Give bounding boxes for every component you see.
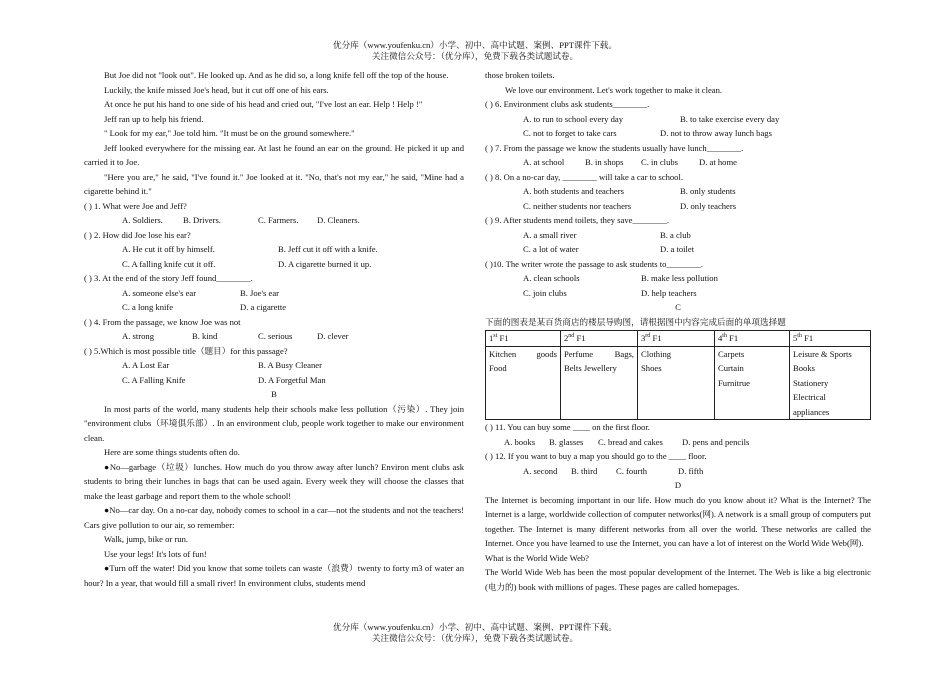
question-3-options xyxy=(84,286,464,301)
floor-cell: Carpets Curtain Furnitrue xyxy=(715,346,790,420)
option[interactable]: A. someone else's ear xyxy=(122,287,197,298)
option[interactable]: A. at school xyxy=(523,157,565,167)
section-c-heading: C xyxy=(675,302,681,312)
floor-cell: Clothing Shoes xyxy=(638,346,715,420)
option[interactable]: B. A Busy Cleaner xyxy=(258,360,322,370)
option[interactable]: C. a long knife xyxy=(122,302,174,312)
option[interactable]: B. Joe's ear xyxy=(240,287,280,298)
question-1-stem: ( ) 1. What were Joe and Jeff? xyxy=(84,200,187,211)
passage-b-continued: those broken toilets. xyxy=(485,70,555,80)
header-line-1: 优分库（www.youfenku.cn）小学、初中、高中试题、案例、PPT课件下载。 xyxy=(333,40,617,50)
question-10-options xyxy=(485,286,871,301)
option[interactable]: C. bread and cakes xyxy=(598,436,663,447)
option[interactable]: A. clean schools xyxy=(523,273,580,283)
right-column xyxy=(485,68,871,594)
option[interactable]: B. a club xyxy=(660,229,691,240)
table-header-row xyxy=(486,331,871,347)
passage-b-paragraph: In most parts of the world, many students help their schools make less pollution（污染）. They join "environment clubs（环境俱乐部）. In an environment club, people work together to make our environment clean. xyxy=(84,403,464,443)
question-12-options xyxy=(485,464,871,479)
left-column xyxy=(84,68,464,590)
story-paragraph: "Here you are," he said, "I've found it." Joe looked at it. "No, that's not my ear," he said, "Mine had a cigarette behind it." xyxy=(84,171,464,196)
floor-header: 1st F1 xyxy=(486,331,561,347)
option[interactable]: A. a small river xyxy=(523,229,577,240)
option[interactable]: D. pens and pencils xyxy=(682,436,750,447)
footer-line-1: 优分库（www.youfenku.cn）小学、初中、高中试题、案例、PPT课件下载。 xyxy=(333,622,617,632)
question-10-stem: ( )10. The writer wrote the passage to ask students to________. xyxy=(485,258,703,269)
passage-b-continued: We love our environment. Let's work together to make it clean. xyxy=(505,84,723,95)
passage-d-paragraph: The World Wide Web has been the most popular development of the Internet. The Web is like a big electronic (电力的) book with millions of pages. These pages are called homepages. xyxy=(485,567,871,592)
option[interactable]: B. make less pollution xyxy=(641,273,718,283)
option[interactable]: D. a toilet xyxy=(660,244,695,254)
option[interactable]: B. in shops xyxy=(585,157,624,167)
passage-b-paragraph: ●No—car day. On a no-car day, nobody comes to school in a car—not the students and not the teachers! Cars give pollution to our air, so remember: xyxy=(84,505,464,530)
option[interactable]: D. only teachers xyxy=(680,200,737,211)
option[interactable]: A. A Lost Ear xyxy=(122,360,170,370)
option[interactable]: B. to take exercise every day xyxy=(680,113,780,124)
option[interactable]: A. He cut it off by himself. xyxy=(122,244,215,254)
story-paragraph: At once he put his hand to one side of his head and cried out, "I've lost an ear. Help ! Help !" xyxy=(104,99,423,109)
option[interactable]: B. third xyxy=(571,465,598,476)
option[interactable]: C. Farmers. xyxy=(258,215,299,225)
option[interactable]: C. join clubs xyxy=(523,287,567,298)
passage-b-paragraph: ●Turn off the water! Did you know that some toilets can waste（浪费）twenty to forty m3 of water an hour? In a year, that would fill a small river! In environment clubs, students mend xyxy=(84,563,464,588)
option[interactable]: B. kind xyxy=(192,331,218,341)
option[interactable]: D. A Forgetful Man xyxy=(258,374,326,385)
question-3-options xyxy=(84,300,464,315)
option[interactable]: D. help teachers xyxy=(641,287,697,298)
option[interactable]: A. to run to school every day xyxy=(523,113,623,124)
passage-b-paragraph: Walk, jump, bike or run. xyxy=(104,534,189,544)
question-6-options xyxy=(485,112,871,127)
question-9-options xyxy=(485,228,871,243)
floor-header: 3rd F1 xyxy=(638,331,715,347)
option[interactable]: C. A falling knife cut it off. xyxy=(122,258,216,269)
question-4-stem: ( ) 4. From the passage, we know Joe was not xyxy=(84,316,241,327)
page-header xyxy=(0,40,950,62)
question-8-options xyxy=(485,199,871,214)
question-9-stem: ( ) 9. After students mend toilets, they save________. xyxy=(485,215,670,225)
question-3-stem: ( ) 3. At the end of the story Jeff found________. xyxy=(84,273,253,283)
question-5-options xyxy=(84,373,464,388)
question-12-stem: ( ) 12. If you want to buy a map you should go to the ____ floor. xyxy=(485,451,707,461)
question-1-options xyxy=(84,213,464,228)
option[interactable]: D. clever xyxy=(317,331,349,341)
option[interactable]: B. Drivers. xyxy=(183,215,221,225)
option[interactable]: A. books xyxy=(504,436,536,447)
section-d-heading: D xyxy=(674,480,682,490)
option[interactable]: C. fourth xyxy=(616,465,648,476)
question-5-stem: ( ) 5.Which is most possible title（题目）for this passage? xyxy=(84,345,288,356)
story-paragraph: Luckily, the knife missed Joe's head, but it cut off one of his ears. xyxy=(104,84,329,95)
question-6-stem: ( ) 6. Environment clubs ask students________. xyxy=(485,99,650,109)
option[interactable]: B. Jeff cut it off with a knife. xyxy=(278,244,378,254)
option[interactable]: D. at home xyxy=(699,157,737,167)
option[interactable]: D. Cleaners. xyxy=(317,215,360,225)
passage-d-paragraph: The Internet is becoming important in our life. How much do you know about it? What is the Internet? The Internet is a large, worldwide collection of computer networks(网). A network is a small group of computers put together. The Internet is many different networks from all over the world. These networks are called the Internet. Once you have learned to use the Internet, you can have a lot of interest on the World Wide Web(网). xyxy=(485,494,871,548)
question-8-options xyxy=(485,184,871,199)
story-paragraph: But Joe did not "look out". He looked up. And as he did so, a long knife fell off the top of the house. xyxy=(104,70,449,80)
question-2-options xyxy=(84,242,464,257)
floor-directory-table xyxy=(485,330,871,420)
question-7-stem: ( ) 7. From the passage we know the students usually have lunch________. xyxy=(485,142,744,153)
option[interactable]: C. not to forget to take cars xyxy=(523,128,617,138)
option[interactable]: D. A cigarette burned it up. xyxy=(278,258,372,269)
option[interactable]: D. a cigarette xyxy=(240,302,287,312)
floor-cell: Leisure & Sports Books Stationery Electrical appliances xyxy=(790,346,871,420)
story-paragraph: Jeff looked everywhere for the missing ear. At last he found an ear on the ground. He picked it up and carried it to Joe. xyxy=(84,142,464,167)
option[interactable]: A. Soldiers. xyxy=(122,215,163,225)
story-paragraph: Jeff ran up to help his friend. xyxy=(104,113,204,124)
option[interactable]: C. neither students nor teachers xyxy=(523,200,632,211)
option[interactable]: C. A Falling Knife xyxy=(122,374,186,385)
floor-header: 2nd F1 xyxy=(561,331,638,347)
question-4-options xyxy=(84,329,464,344)
question-9-options xyxy=(485,242,871,257)
section-c-intro: 下面的图表是某百货商店的楼层导购图，请根据图中内容完成后面的单项选择题 xyxy=(485,316,786,327)
option[interactable]: C. in clubs xyxy=(641,157,679,167)
page-footer xyxy=(0,622,950,644)
question-5-options xyxy=(84,358,464,373)
story-paragraph: " Look for my ear," Joe told him. "It must be on the ground somewhere." xyxy=(104,128,355,138)
floor-cell: Kitchen goods Food xyxy=(486,346,561,420)
option[interactable]: B. glasses xyxy=(549,436,584,447)
section-b-heading: B xyxy=(271,389,277,399)
option[interactable]: C. serious xyxy=(258,331,293,341)
passage-d-heading: What is the World Wide Web? xyxy=(485,552,589,563)
question-2-stem: ( ) 2. How did Joe lose his ear? xyxy=(84,229,191,240)
passage-b-paragraph: ●No—garbage（垃圾）lunches. How much do you throw away after lunch? Environ ment clubs ask students to bring their lunches in bags that can be used again. Every week they will choose the classes that make the least garbage and report them to the whole school! xyxy=(84,461,464,501)
option[interactable]: A. both students and teachers xyxy=(523,186,624,196)
question-2-options xyxy=(84,257,464,272)
question-7-options xyxy=(485,155,871,170)
footer-line-2: 关注微信公众号：（优分库），免费下载各类试题试卷。 xyxy=(371,633,579,643)
option[interactable]: D. not to throw away lunch bags xyxy=(660,128,772,138)
floor-header: 4th F1 xyxy=(715,331,790,347)
passage-b-paragraph: Here are some things students often do. xyxy=(104,447,240,457)
question-11-options xyxy=(485,435,871,450)
floor-cell: Perfume Bags, Belts Jewellery xyxy=(561,346,638,420)
question-6-options xyxy=(485,126,871,141)
question-11-stem: ( ) 11. You can buy some ____ on the first floor. xyxy=(485,422,650,432)
option[interactable]: B. only students xyxy=(680,186,736,196)
table-row xyxy=(486,346,871,420)
header-line-2: 关注微信公众号：（优分库），免费下载各类试题试卷。 xyxy=(371,51,579,61)
question-8-stem: ( ) 8. On a no-car day, ________ will take a car to school. xyxy=(485,171,683,182)
question-10-options xyxy=(485,271,871,286)
option[interactable]: A. strong xyxy=(122,331,154,341)
option[interactable]: A. second xyxy=(523,465,558,476)
passage-b-paragraph: Use your legs! It's lots of fun! xyxy=(104,548,207,559)
floor-header: 5th F1 xyxy=(790,331,871,347)
option[interactable]: D. fifth xyxy=(678,465,704,476)
option[interactable]: C. a lot of water xyxy=(523,244,579,254)
